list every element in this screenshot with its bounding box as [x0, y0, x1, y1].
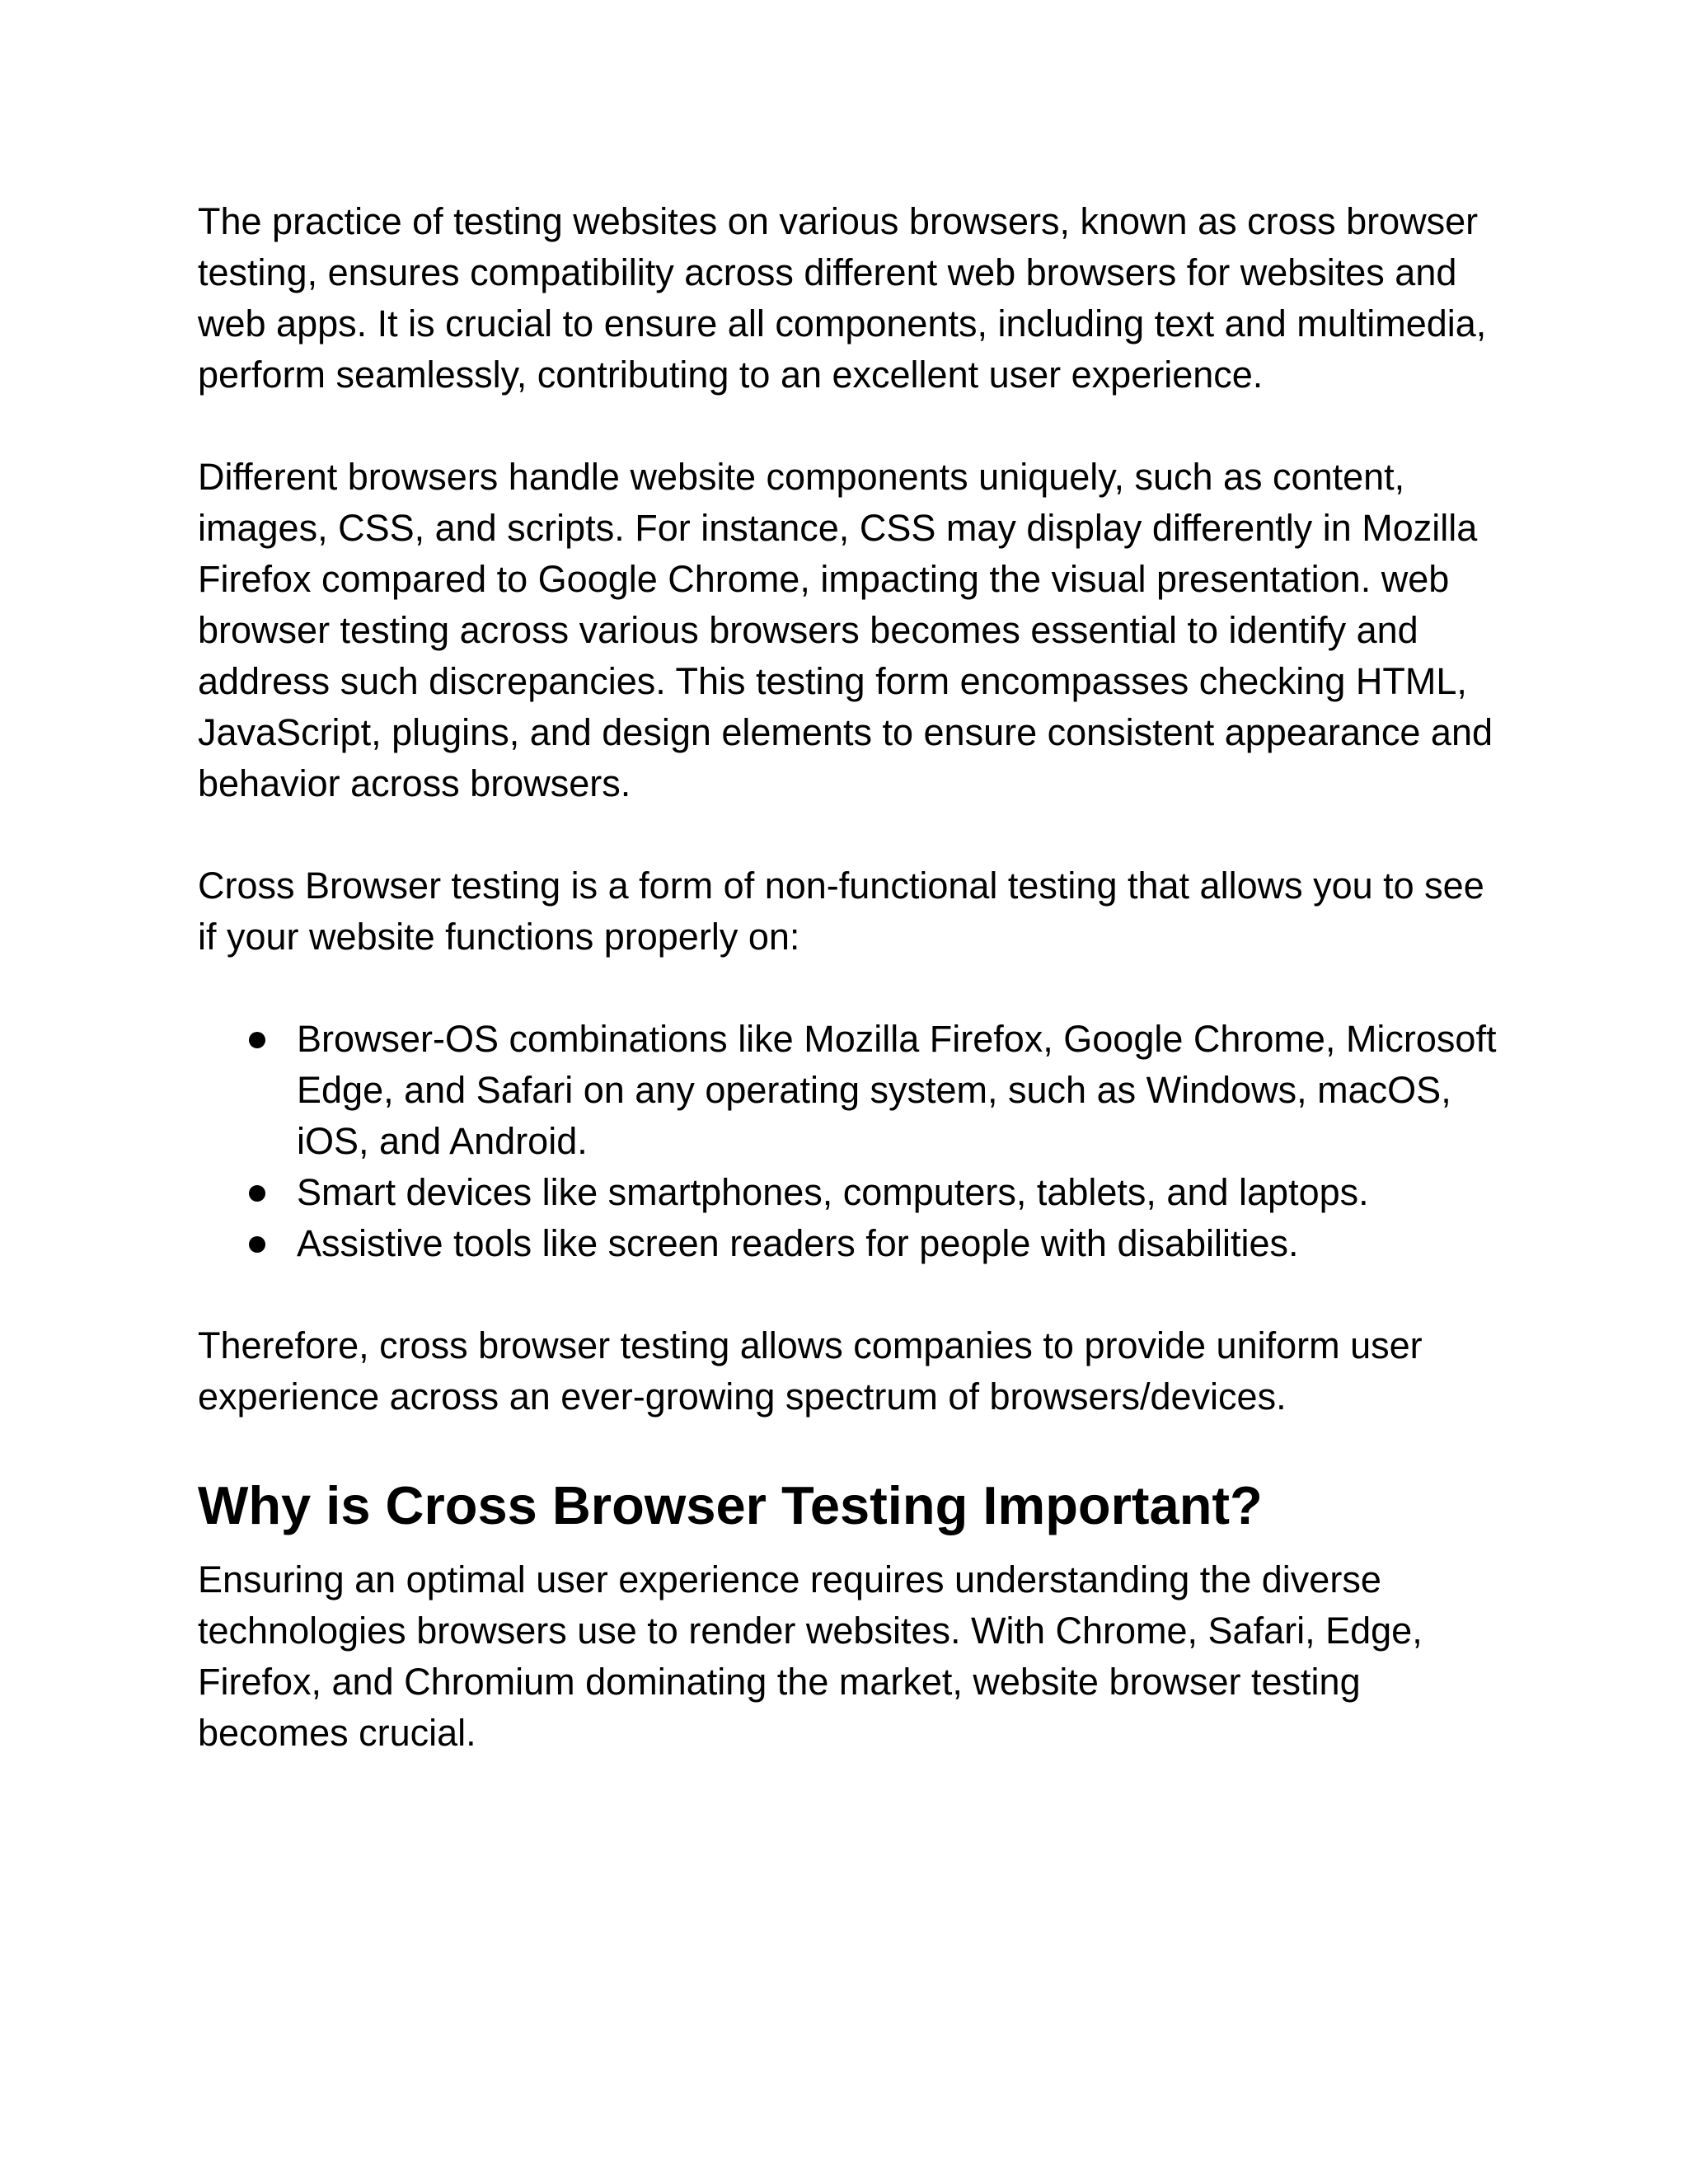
therefore-paragraph: Therefore, cross browser testing allows companies to provide uniform user experience across an ever-growing spectrum of browsers/devices. — [198, 1324, 1423, 1418]
bullet-icon — [249, 1032, 265, 1048]
list-item-text: Assistive tools like screen readers for people with disabilities. — [297, 1222, 1299, 1264]
list-item — [297, 1167, 1508, 1218]
importance-paragraph: Ensuring an optimal user experience requires understanding the diverse technologies browsers use to render websites. With Chrome, Safari, Edge, Firefox, and Chromium dominating the market, website browser testing becomes crucial. — [198, 1558, 1423, 1754]
bullet-icon — [249, 1185, 265, 1202]
compatibility-bullet-list — [198, 1014, 1508, 1269]
section-heading: Why is Cross Browser Testing Important? — [198, 1475, 1263, 1535]
list-item-text: Smart devices like smartphones, computers, tablets, and laptops. — [297, 1171, 1369, 1213]
components-paragraph: Different browsers handle website components uniquely, such as content, images, CSS, and scripts. For instance, CSS may display differently in Mozilla Firefox compared to Google Chrome, impacting the visual presentation. web browser testing across various browsers becomes essential to identify and address such discrepancies. This testing form encompasses checking HTML, JavaScript, plugins, and design elements to ensure consistent appearance and behavior across browsers. — [198, 456, 1493, 804]
intro-paragraph: The practice of testing websites on various browsers, known as cross browser testing, ensures compatibility across different web browsers for websites and web apps. It is crucial to ensure all components, including text and multimedia, perform seamlessly, contributing to an excellent user experience. — [198, 200, 1487, 396]
document-body — [198, 196, 1508, 1759]
list-item-text: Browser-OS combinations like Mozilla Firefox, Google Chrome, Microsoft Edge, and Safari on any operating system, such as Windows, macOS, iOS, and Android. — [297, 1018, 1497, 1162]
list-item — [297, 1014, 1508, 1167]
list-item — [297, 1218, 1508, 1269]
bullet-icon — [249, 1236, 265, 1253]
nonfunctional-paragraph: Cross Browser testing is a form of non-functional testing that allows you to see if your website functions properly on: — [198, 865, 1484, 958]
